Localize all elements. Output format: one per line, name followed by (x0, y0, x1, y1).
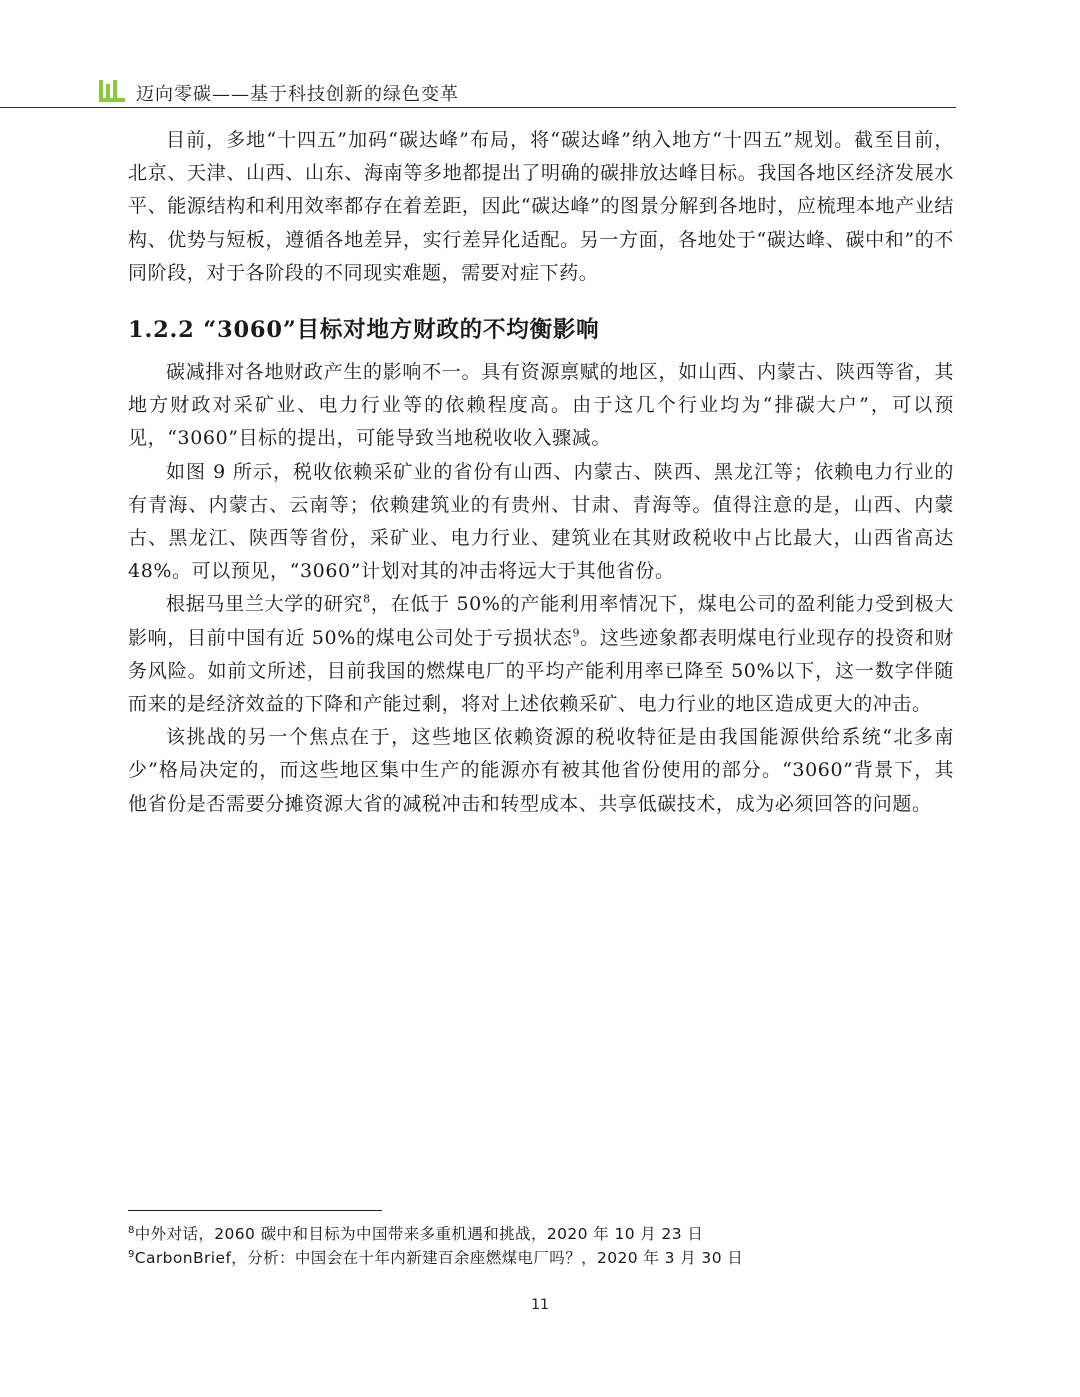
green-bars-logo-icon (98, 78, 126, 104)
footnote-mark: 9 (128, 1248, 135, 1260)
paragraph-figure-9: 如图 9 所示，税收依赖采矿业的省份有山西、内蒙古、陕西、黑龙江等；依赖电力行业的有青海、内蒙古、云南等；依赖建筑业的有贵州、甘肃、青海等。值得注意的是，山西、内蒙古、黑龙江、陕西等省份，采矿业、电力行业、建筑业在其财政税收中占比最大，山西省高达 48%。可以预见，“3060”计划对其的冲击将远大于其他省份。 (128, 460, 954, 583)
paragraph-fiscal-impact: 碳减排对各地财政产生的影响不一。具有资源禀赋的地区，如山西、内蒙古、陕西等省，其地方财政对采矿业、电力行业等的依赖程度高。由于这几个行业均为“排碳大户”，可以预见，“3060”目标的提出，可能导致当地税收收入骤减。 (128, 361, 954, 450)
footnote-divider (128, 1210, 382, 1211)
footnote-8 (128, 1222, 954, 1246)
page-header (98, 78, 956, 108)
footnote-ref-9[interactable]: 9 (572, 626, 581, 640)
footnote-mark: 8 (128, 1224, 135, 1236)
text-span: ，在低于 50%的产能利用率情况下，煤电公司的盈利能力受到极大影响，目前中国有近 50%的煤电公司处于亏损状态 (128, 593, 954, 649)
header-divider (0, 107, 956, 108)
footnotes (128, 1222, 954, 1270)
document-body (128, 124, 954, 821)
header-title: 迈向零碳——基于科技创新的绿色变革 (136, 84, 459, 105)
footnote-text: CarbonBrief，分析：中国会在十年内新建百余座燃煤电厂吗？，2020 年 3 月 30 日 (134, 1249, 744, 1267)
text-span: 根据马里兰大学的研究 (166, 593, 364, 616)
paragraph-coal-power (128, 588, 954, 721)
text-span: 。这些迹象都表明煤电行业现存的投资和财务风险。如前文所述，目前我国的燃煤电厂的平均产能利用率已降至 50%以下，这一数字伴随而来的是经济效益的下降和产能过剩，将对上述依赖采矿、电力行业的地区造成更大的冲击。 (128, 626, 954, 716)
paragraph-challenge: 该挑战的另一个焦点在于，这些地区依赖资源的税收特征是由我国能源供给系统“北多南少”格局决定的，而这些地区集中生产的能源亦有被其他省份使用的部分。“3060”背景下，其他省份是否需要分摊资源大省的减税冲击和转型成本、共享低碳技术，成为必须回答的问题。 (128, 726, 954, 815)
footnote-9 (128, 1246, 954, 1270)
section-heading: 1.2.2 “3060”目标对地方财政的不均衡影响 (128, 317, 600, 344)
page-number: 11 (531, 1297, 549, 1313)
footnote-text: 中外对话，2060 碳中和目标为中国带来多重机遇和挑战，2020 年 10 月 23 日 (134, 1225, 704, 1243)
paragraph-intro: 目前，多地“十四五”加码“碳达峰”布局，将“碳达峰”纳入地方“十四五”规划。截至目前，北京、天津、山西、山东、海南等多地都提出了明确的碳排放达峰目标。我国各地区经济发展水平、能源结构和利用效率都存在着差距，因此“碳达峰”的图景分解到各地时，应梳理本地产业结构、优势与短板，遵循各地差异，实行差异化适配。另一方面，各地处于“碳达峰、碳中和”的不同阶段，对于各阶段的不同现实难题，需要对症下药。 (128, 129, 954, 284)
footnote-ref-8[interactable]: 8 (363, 593, 371, 607)
